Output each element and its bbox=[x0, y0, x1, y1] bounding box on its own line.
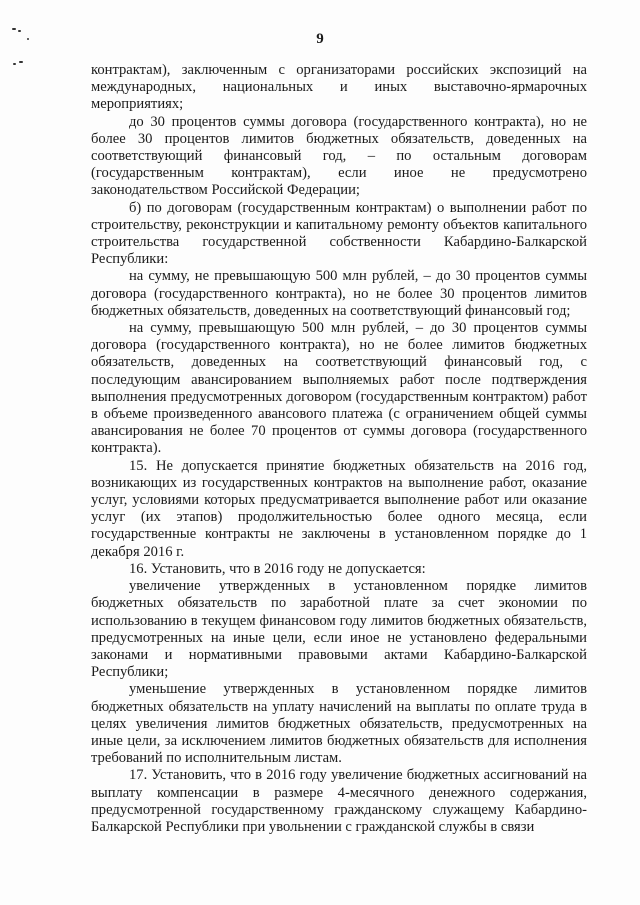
paragraph: на сумму, превышающую 500 млн рублей, – до 30 процентов суммы договора (государственного контракта), но не более лимитов бюджетных обязательств, доведенных на соответствующий финансовый год, с последующим авансированием выполняемых работ после подтверждения выполнения предусмотренных договором (государственным контрактом) работ в объеме произведенного авансового платежа (с ограничением общей суммы авансирования не более 70 процентов от суммы договора (государственного контракта). bbox=[91, 320, 587, 457]
paragraph: 17. Установить, что в 2016 году увеличение бюджетных ассигнований на выплату компенсации в размере 4-месячного денежного содержания, предусмотренной государственному гражданскому служащему Кабардино-Балкарской Республики при увольнении с гражданской службы в связи bbox=[91, 767, 587, 835]
paragraph: увеличение утвержденных в установленном порядке лимитов бюджетных обязательств по заработной плате за счет экономии по использованию в текущем финансовом году лимитов бюджетных обязательств, предусмотренных на иные цели, если иное не установлено федеральными законами и нормативными правовыми актами Кабардино-Балкарской Республики; bbox=[91, 578, 587, 681]
document-body bbox=[91, 62, 587, 836]
page-number: 9 bbox=[316, 31, 324, 47]
paragraph: уменьшение утвержденных в установленном порядке лимитов бюджетных обязательств на уплату начислений на выплаты по оплате труда в целях увеличения лимитов бюджетных обязательств, предусмотренных на иные цели, за исключением лимитов бюджетных обязательств для исполнения требований по исполнительным листам. bbox=[91, 681, 587, 767]
scan-speck bbox=[12, 28, 16, 30]
paragraph: на сумму, не превышающую 500 млн рублей, – до 30 процентов суммы договора (государственного контракта), но не более 30 процентов лимитов бюджетных обязательств, доведенных на соответствующий финансовый год; bbox=[91, 268, 587, 319]
paragraph: контрактам), заключенным с организаторами российских экспозиций на международных, национальных и иных выставочно-ярмарочных мероприятиях; bbox=[91, 62, 587, 113]
scan-speck bbox=[19, 61, 23, 63]
scan-speck bbox=[13, 63, 16, 65]
paragraph: до 30 процентов суммы договора (государственного контракта), но не более 30 процентов лимитов бюджетных обязательств, доведенных на соответствующий финансовый год, – по остальным договорам (государственным контрактам), если иное не предусмотрено законодательством Российской Федерации; bbox=[91, 113, 587, 199]
paragraph: б) по договорам (государственным контрактам) о выполнении работ по строительству, реконструкции и капитальному ремонту объектов капитального строительства государственной собственности Кабардино-Балкарской Республики: bbox=[91, 199, 587, 268]
paragraph: 16. Установить, что в 2016 году не допускается: bbox=[129, 560, 426, 577]
paragraph: 15. Не допускается принятие бюджетных обязательств на 2016 год, возникающих из государственных контрактов на выполнение работ, оказание услуг, условиями которых предусматривается выполнение работ или оказание услуг (их этапов) продолжительностью более одного месяца, если государственные контракты не заключены в установленном порядке до 1 декабря 2016 г. bbox=[91, 457, 587, 560]
